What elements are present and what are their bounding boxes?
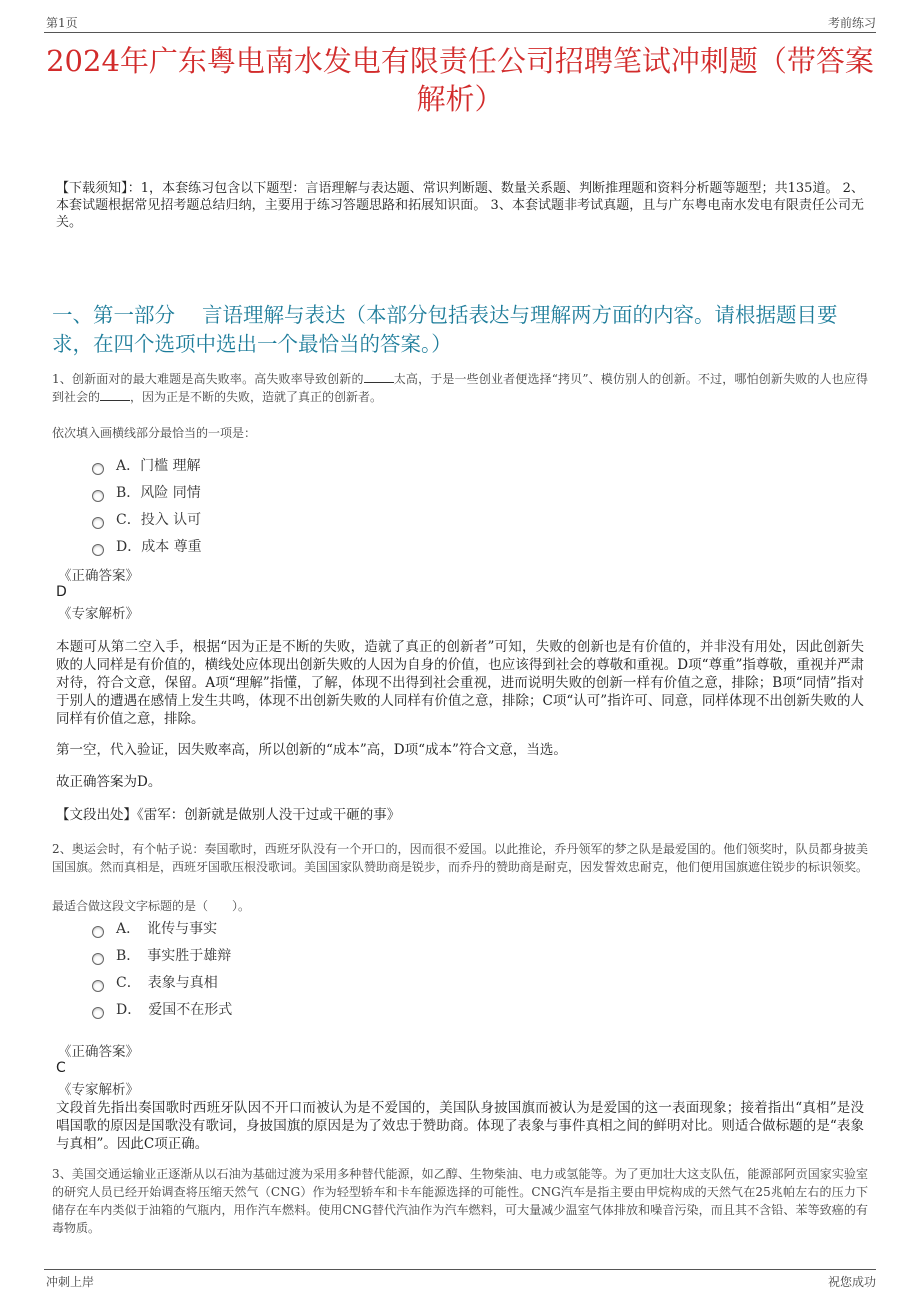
question-2-text: 2、奥运会时，有个帖子说：奏国歌时，西班牙队没有一个开口的，因而很不爱国。以此推论，乔丹领军的梦之队是最爱国的。他们领奖时，队员都身披美国国旗。然而真相是，西班牙国歌压根没歌词。美国国家队赞助商是锐步，而乔丹的赞助商是耐克，因发誓效忠耐克，他们便用国旗遮住锐步的标识领奖。 xyxy=(52,842,869,874)
q2-analysis-text: 文段首先指出奏国歌时西班牙队因不开口而被认为是不爱国的，美国队身披国旗而被认为是爱国的这一表面现象；接着指出“真相”是没唱国歌的原因是国歌没有歌词，身披国旗的原因是为了效忠于赞助商。体现了表象与事件真相之间的鲜明对比。则适合做标题的是“表象与真相”。因此C项正确。 xyxy=(56,1100,864,1152)
radio-icon[interactable] xyxy=(92,544,104,556)
radio-icon[interactable] xyxy=(92,490,104,502)
radio-icon[interactable] xyxy=(92,953,104,965)
radio-icon[interactable] xyxy=(92,980,104,992)
radio-icon[interactable] xyxy=(92,463,104,475)
header-rule xyxy=(44,32,876,33)
question-3-text: 3、美国交通运输业正逐渐从以石油为基础过渡为采用多种替代能源，如乙醇、生物柴油、电力或氢能等。为了更加壮大这支队伍，能源部阿贡国家实验室的研究人员已经开始调查将压缩天然气（CNG）作为轻型轿车和卡车能源选择的可能性。CNG汽车是指主要由甲烷构成的天然气在25兆帕左右的压力下储存在车内类似于油箱的气瓶内，用作汽车燃料。使用CNG替代汽油作为汽车燃料，可大量减少温室气体排放和噪音污染，而且其不含铅、苯等致癌的有毒物质。 xyxy=(52,1167,868,1235)
q2-option-d[interactable]: D． 爱国不在形式 xyxy=(92,1001,232,1019)
q1-analysis-label: 《专家解析》 xyxy=(58,606,139,622)
blank-1 xyxy=(364,370,394,383)
footer-rule xyxy=(44,1269,876,1270)
q2-analysis-label: 《专家解析》 xyxy=(58,1082,139,1098)
page-number: 第1页 xyxy=(46,16,78,30)
footer-right: 祝您成功 xyxy=(827,1275,876,1289)
radio-icon[interactable] xyxy=(92,517,104,529)
q1-option-a[interactable]: A．门槛 理解 xyxy=(92,457,201,475)
q1-answer-label: 《正确答案》 xyxy=(58,568,139,584)
q1-source: 【文段出处】《雷军：创新就是做别人没干过或干砸的事》 xyxy=(56,807,401,823)
download-notice: 【下载须知】：1，本套练习包含以下题型：言语理解与表达题、常识判断题、数量关系题、判断推理题和资料分析题等题型；共135道。 2、本套试题根据常见招考题总结归纳，主要用于练习答题思路和拓展知识面。 3、本套试题非考试真题，且与广东粤电南水发电有限责任公司无关。 xyxy=(56,181,864,230)
q2-answer-label: 《正确答案》 xyxy=(58,1044,139,1060)
footer-left: 冲刺上岸 xyxy=(46,1275,95,1289)
header-tag: 考前练习 xyxy=(827,16,876,30)
question-2-prompt: 最适合做这段文字标题的是（ ）。 xyxy=(52,899,251,913)
q1-analysis-step: 第一空，代入验证，因失败率高，所以创新的“成本”高，D项“成本”符合文意，当选。 xyxy=(56,742,567,758)
q1-conclusion: 故正确答案为D。 xyxy=(56,774,162,790)
q2-option-c[interactable]: C． 表象与真相 xyxy=(92,974,218,992)
q1-option-b[interactable]: B．风险 同情 xyxy=(92,484,201,502)
q1-option-c[interactable]: C．投入 认可 xyxy=(92,511,201,529)
radio-icon[interactable] xyxy=(92,1007,104,1019)
question-1-text: 1、创新面对的最大难题是高失败率。高失败率导致创新的 太高，于是一些创业者便选择“拷贝”、模仿别人的创新。不过，哪怕创新失败的人也应得到社会的 ，因为正是不断的失败，造就了真正的创新者。 xyxy=(52,372,868,404)
section-heading: 一、第一部分 言语理解与表达（本部分包括表达与理解两方面的内容。请根据题目要求，在四个选项中选出一个最恰当的答案。） xyxy=(52,303,838,356)
question-1-prompt: 依次填入画横线部分最恰当的一项是： xyxy=(52,426,257,440)
radio-icon[interactable] xyxy=(92,926,104,938)
q2-option-a[interactable]: A． 讹传与事实 xyxy=(92,920,217,938)
q1-answer: D xyxy=(56,584,67,600)
page-title: 2024年广东粤电南水发电有限责任公司招聘笔试冲刺题（带答案解析） xyxy=(46,44,874,116)
q1-analysis-text: 本题可从第二空入手，根据“因为正是不断的失败，造就了真正的创新者”可知，失败的创新也是有价值的，并非没有用处，因此创新失败的人同样是有价值的，横线处应体现出创新失败的人因为自身的价值，也应该得到社会的尊敬和重视。D项“尊重”指尊敬，重视并严肃对待，符合文意，保留。A项“理解”指懂，了解，体现不出得到社会重视，进而说明失败的创新一样有价值之意，排除；B项“同情”指对于别人的遭遇在感情上发生共鸣，体现不出创新失败的人同样有价值之意，排除；C项“认可”指许可、同意，同样体现不出创新失败的人同样有价值之意，排除。 xyxy=(56,639,864,727)
q1-option-d[interactable]: D．成本 尊重 xyxy=(92,538,202,556)
blank-2 xyxy=(100,388,130,401)
q2-option-b[interactable]: B． 事实胜于雄辩 xyxy=(92,947,231,965)
q2-answer: C xyxy=(56,1060,66,1076)
